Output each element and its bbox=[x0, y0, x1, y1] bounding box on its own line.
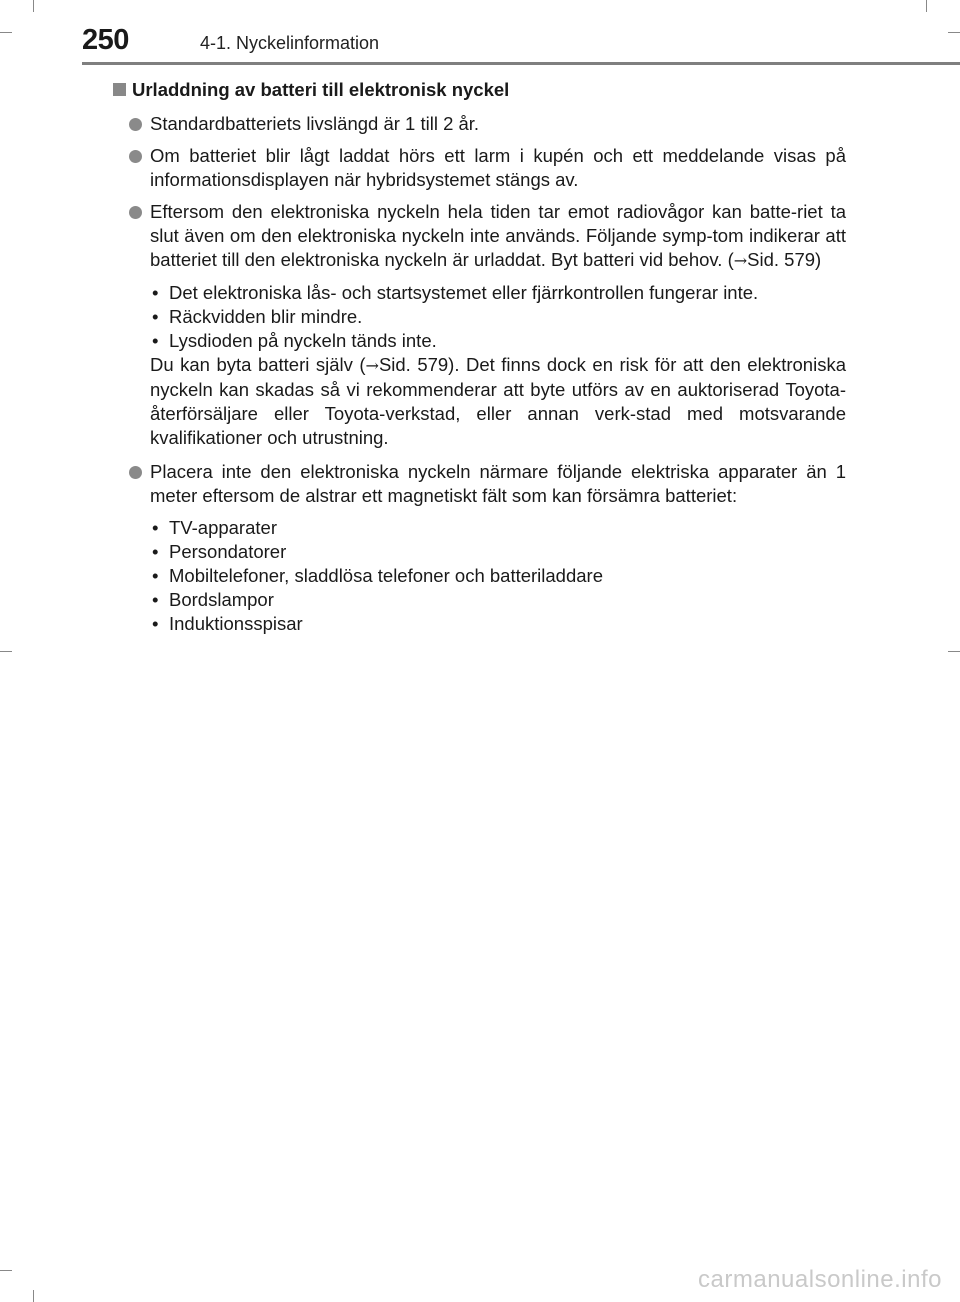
heading-text: Urladdning av batteri till elektronisk nyckel bbox=[132, 79, 510, 100]
device-item bbox=[150, 588, 846, 612]
device-item bbox=[150, 540, 846, 564]
device-item bbox=[150, 564, 846, 588]
page-reference-link[interactable]: Sid. 579) bbox=[747, 249, 822, 270]
item-text: Eftersom den elektroniska nyckeln hela tiden tar emot radiovågor kan batte-riet ta slut även om den elektroniska nyckeln inte används. Följande symp-tom indikerar att batteriet till den elektroniska nyckeln är urladdat. Byt batteri vid behov. ( bbox=[150, 201, 846, 270]
dot-bullet-icon: • bbox=[152, 306, 159, 327]
crop-mark bbox=[0, 651, 12, 652]
crop-mark bbox=[948, 32, 960, 33]
device-text: Mobiltelefoner, sladdlösa telefoner och batteriladdare bbox=[169, 565, 604, 586]
dot-bullet-icon: • bbox=[152, 330, 159, 351]
circle-bullet-icon bbox=[129, 206, 142, 219]
header-rule bbox=[82, 62, 960, 65]
note-text: Du kan byta batteri själv ( bbox=[150, 354, 366, 375]
dot-bullet-icon: • bbox=[152, 565, 159, 586]
dot-bullet-icon: • bbox=[152, 589, 159, 610]
symptom-item bbox=[150, 329, 846, 353]
device-text: Bordslampor bbox=[169, 589, 274, 610]
circle-bullet-icon bbox=[129, 118, 142, 131]
circle-bullet-icon bbox=[129, 466, 142, 479]
item-text: Placera inte den elektroniska nyckeln närmare följande elektriska apparater än 1 meter eftersom de alstrar ett magnetiskt fält som kan försämra batteriet: bbox=[150, 461, 846, 506]
crop-mark bbox=[0, 32, 12, 33]
crop-mark bbox=[0, 1270, 12, 1271]
list-item bbox=[112, 112, 846, 136]
dot-bullet-icon: • bbox=[152, 517, 159, 538]
crop-mark bbox=[948, 651, 960, 652]
page-content bbox=[112, 78, 846, 644]
crop-mark bbox=[33, 1290, 34, 1302]
arrow-icon: → bbox=[733, 251, 748, 270]
list-item bbox=[112, 460, 846, 508]
symptom-list bbox=[112, 281, 846, 353]
device-text: TV-apparater bbox=[169, 517, 277, 538]
dot-bullet-icon: • bbox=[152, 613, 159, 634]
item-text: Standardbatteriets livslängd är 1 till 2 år. bbox=[150, 113, 480, 134]
crop-mark bbox=[33, 0, 34, 12]
crop-mark bbox=[926, 0, 927, 12]
arrow-icon: → bbox=[365, 356, 379, 375]
circle-bullet-icon bbox=[129, 150, 142, 163]
symptom-item bbox=[150, 305, 846, 329]
device-item bbox=[150, 612, 846, 636]
symptom-item bbox=[150, 281, 846, 305]
symptom-text: Räckvidden blir mindre. bbox=[169, 306, 363, 327]
section-heading bbox=[112, 78, 846, 102]
device-text: Persondatorer bbox=[169, 541, 287, 562]
list-item bbox=[112, 200, 846, 273]
device-text: Induktionsspisar bbox=[169, 613, 303, 634]
square-bullet-icon bbox=[113, 83, 126, 96]
list-item bbox=[112, 144, 846, 192]
replacement-note bbox=[112, 353, 846, 450]
dot-bullet-icon: • bbox=[152, 541, 159, 562]
symptom-text: Det elektroniska lås- och startsystemet eller fjärrkontrollen fungerar inte. bbox=[169, 282, 759, 303]
section-title: 4-1. Nyckelinformation bbox=[200, 33, 380, 53]
page-number: 250 bbox=[82, 24, 129, 56]
device-list bbox=[112, 516, 846, 636]
watermark: carmanualsonline.info bbox=[698, 1266, 942, 1293]
dot-bullet-icon: • bbox=[152, 282, 159, 303]
item-text: Om batteriet blir lågt laddat hörs ett larm i kupén och ett meddelande visas på informationsdisplayen när hybridsystemet stängs av. bbox=[150, 145, 846, 190]
note-text[interactable]: Sid. 579). Det finns dock en risk för att den elektroniska nyckeln kan skadas så vi rekommenderar att byte utförs av en auktoriserad Toyota-återförsäljare eller Toyota-verkstad, eller annan verk-stad med motsvarande kvalifikationer och utrustning. bbox=[150, 354, 846, 448]
device-item bbox=[150, 516, 846, 540]
symptom-text: Lysdioden på nyckeln tänds inte. bbox=[169, 330, 437, 351]
